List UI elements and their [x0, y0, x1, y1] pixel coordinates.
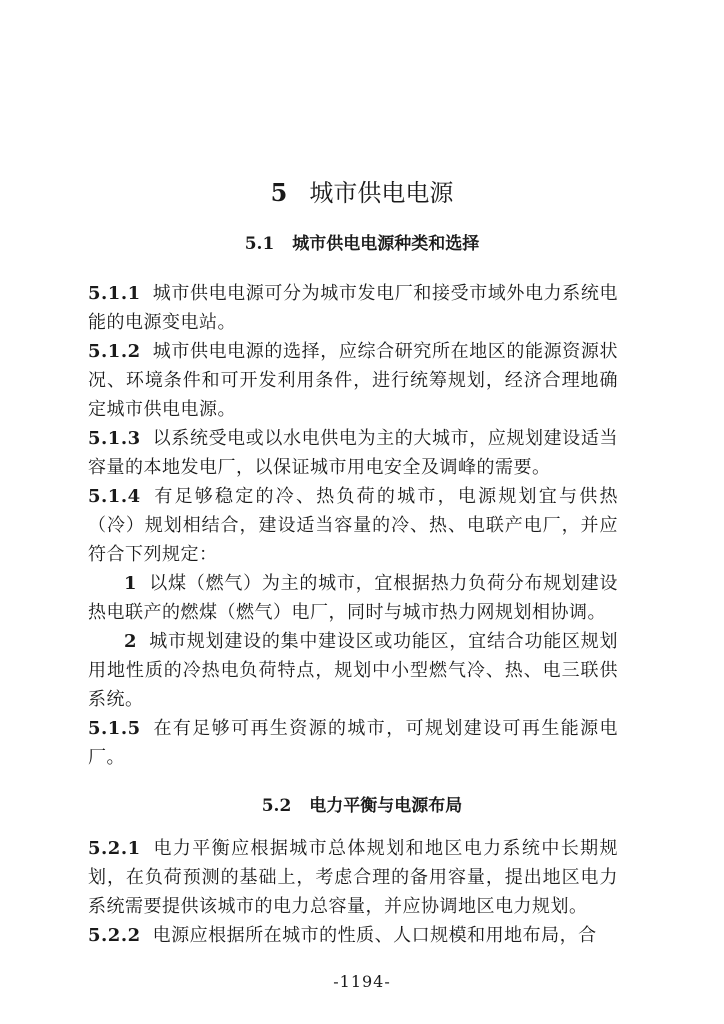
clause-5-1-3 [88, 424, 618, 482]
clause-text: 电源应根据所在城市的性质、人口规模和用地布局，合 [152, 925, 597, 946]
clause-5-1-4 [88, 482, 618, 569]
section-number: 5.1 [244, 234, 275, 254]
section-title: 电力平衡与电源布局 [309, 796, 463, 816]
clause-number: 5.1.3 [88, 428, 141, 449]
clause-5-2-1 [88, 834, 618, 921]
clause-5-1-1 [88, 279, 618, 337]
clause-text: 有足够稳定的冷、热负荷的城市，电源规划宜与供热（冷）规划相结合，建设适当容量的冷、热、电联产电厂，并应符合下列规定： [88, 486, 618, 565]
clause-text: 城市供电电源可分为城市发电厂和接受市域外电力系统电能的电源变电站。 [88, 283, 618, 333]
clause-text: 以系统受电或以水电供电为主的大城市，应规划建设适当容量的本地发电厂，以保证城市用电安全及调峰的需要。 [88, 428, 618, 478]
clause-number: 5.2.1 [88, 838, 141, 859]
clause-5-1-5 [88, 714, 618, 772]
section-title: 城市供电电源种类和选择 [292, 234, 480, 254]
chapter-number: 5 [270, 178, 288, 207]
clause-number: 5.1.4 [88, 486, 141, 507]
clause-text: 在有足够可再生资源的城市，可规划建设可再生能源电厂。 [88, 718, 618, 768]
chapter-title: 城市供电电源 [309, 179, 454, 207]
clause-5-1-4-item-1 [88, 569, 618, 627]
chapter-heading [0, 176, 724, 210]
clause-5-1-2 [88, 337, 618, 424]
item-text: 以煤（燃气）为主的城市，宜根据热力负荷分布规划建设热电联产的燃煤（燃气）电厂，同时与城市热力网规划相协调。 [88, 573, 618, 623]
clause-text: 电力平衡应根据城市总体规划和地区电力系统中长期规划，在负荷预测的基础上，考虑合理的备用容量，提出地区电力系统需要提供该城市的电力总容量，并应协调地区电力规划。 [88, 838, 618, 917]
section-heading-5-2 [0, 793, 724, 819]
section-number: 5.2 [261, 796, 292, 816]
clause-5-1-4-item-2 [88, 627, 618, 714]
section-5-2-body [88, 834, 618, 950]
item-number: 1 [124, 573, 138, 594]
clause-number: 5.1.2 [88, 341, 141, 362]
clause-text: 城市供电电源的选择，应综合研究所在地区的能源资源状况、环境条件和可开发利用条件，进行统筹规划，经济合理地确定城市供电电源。 [88, 341, 618, 420]
clause-number: 5.1.5 [88, 718, 141, 739]
item-text: 城市规划建设的集中建设区或功能区，宜结合功能区规划用地性质的冷热电负荷特点，规划中小型燃气冷、热、电三联供系统。 [88, 631, 618, 710]
item-number: 2 [124, 631, 138, 652]
clause-number: 5.2.2 [88, 925, 141, 946]
page-number: -1194- [333, 972, 391, 991]
section-5-1-body [88, 279, 618, 772]
clause-5-2-2 [88, 921, 618, 950]
section-heading-5-1 [0, 231, 724, 257]
clause-number: 5.1.1 [88, 283, 141, 304]
